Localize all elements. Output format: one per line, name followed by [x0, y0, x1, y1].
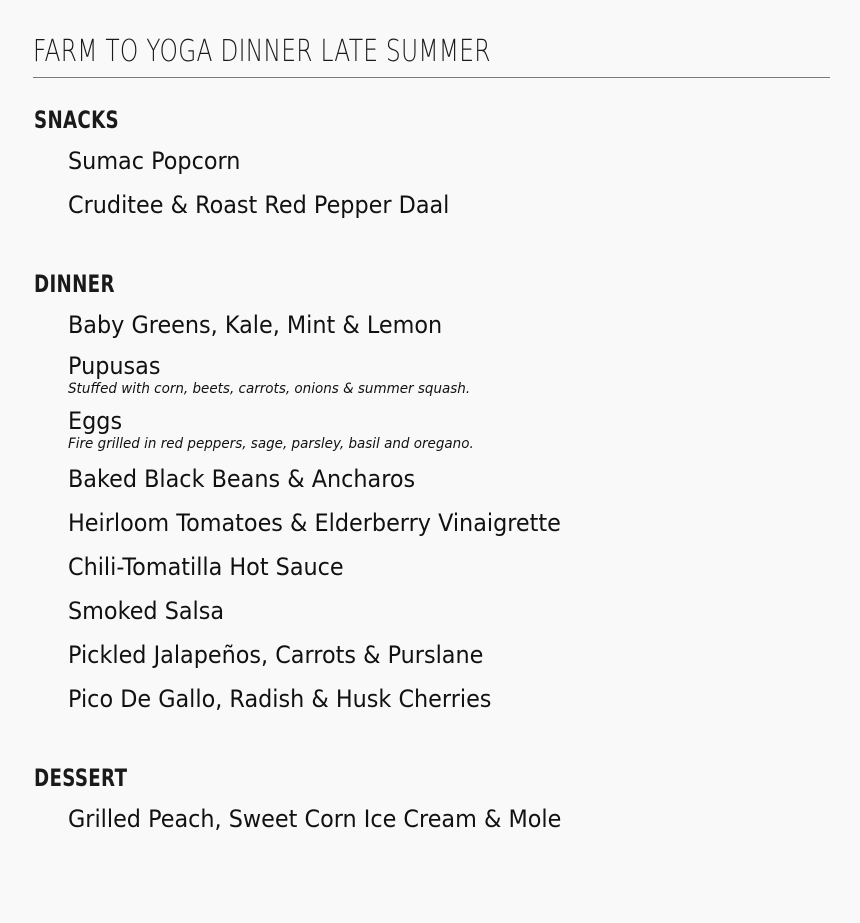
- menu-item-name: Chili-Tomatilla Hot Sauce: [68, 553, 344, 581]
- menu-item-list: [33, 303, 830, 721]
- menu-item-name: Heirloom Tomatoes & Elderberry Vinaigrette: [68, 509, 561, 537]
- menu-item-name: Smoked Salsa: [68, 597, 225, 625]
- menu-item: [68, 139, 830, 183]
- menu-item-description: Stuffed with corn, beets, carrots, onions & summer squash.: [68, 381, 471, 397]
- section-heading: SNACKS: [34, 106, 120, 134]
- menu-item-list: [33, 797, 830, 841]
- menu-item-name: Cruditee & Roast Red Pepper Daal: [68, 191, 450, 219]
- menu-item: [68, 183, 830, 227]
- menu: [33, 30, 830, 841]
- section-heading: DINNER: [34, 270, 115, 298]
- menu-item-name: Pico De Gallo, Radish & Husk Cherries: [68, 685, 492, 713]
- menu-item: [68, 457, 830, 501]
- menu-item-name: Eggs: [68, 407, 123, 435]
- menu-item-name: Baked Black Beans & Ancharos: [68, 465, 416, 493]
- menu-item: [68, 303, 830, 347]
- menu-item-name: Pickled Jalapeños, Carrots & Purslane: [68, 641, 484, 669]
- menu-item: [68, 677, 830, 721]
- menu-item: [68, 633, 830, 677]
- menu-item-name: Grilled Peach, Sweet Corn Ice Cream & Mole: [68, 805, 562, 833]
- menu-item-name: Pupusas: [68, 352, 161, 380]
- menu-item: [68, 501, 830, 545]
- menu-item: [68, 545, 830, 589]
- menu-item: [68, 347, 830, 399]
- menu-section-dinner: [33, 266, 830, 721]
- title-divider: [33, 77, 830, 78]
- menu-item-description: Fire grilled in red peppers, sage, parsley, basil and oregano.: [68, 436, 474, 452]
- menu-title: FARM TO YOGA DINNER LATE SUMMER: [33, 34, 491, 69]
- menu-section-snacks: [33, 102, 830, 227]
- menu-item: [68, 797, 830, 841]
- menu-item-name: Sumac Popcorn: [68, 147, 241, 175]
- menu-item-name: Baby Greens, Kale, Mint & Lemon: [68, 311, 443, 339]
- menu-item: [68, 589, 830, 633]
- menu-item: [68, 402, 830, 454]
- menu-section-dessert: [33, 760, 830, 841]
- menu-item-list: [33, 139, 830, 227]
- menu-sections: [33, 102, 830, 841]
- section-heading: DESSERT: [34, 764, 128, 792]
